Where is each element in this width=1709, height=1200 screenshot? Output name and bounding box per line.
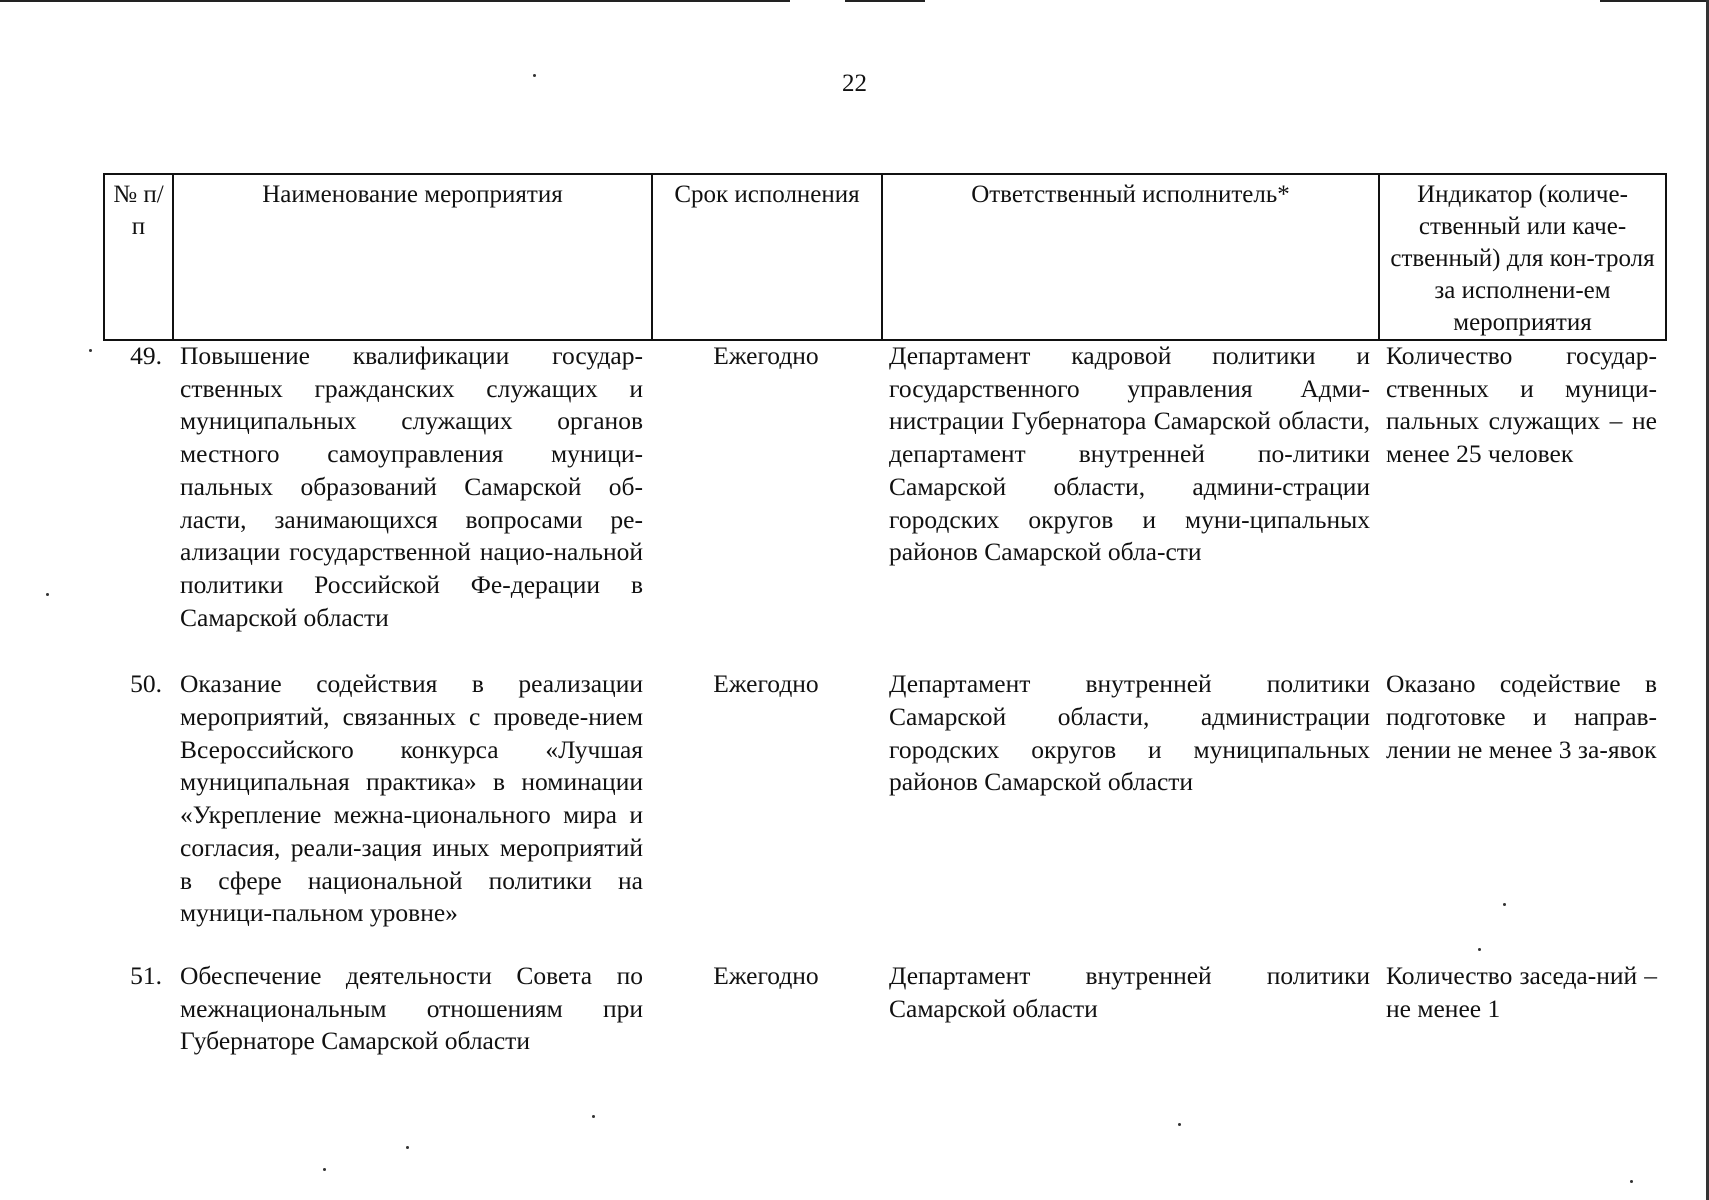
scan-speck bbox=[1178, 1123, 1181, 1126]
row-number: 49. bbox=[130, 341, 162, 370]
row-number: 51. bbox=[130, 960, 162, 990]
scan-speck bbox=[1478, 948, 1481, 951]
row-indicator: Количество государ-ственных и муници-пальных служащих – не менее 25 человек bbox=[1386, 341, 1657, 469]
row-term: Ежегодно bbox=[713, 960, 819, 990]
scan-speck bbox=[89, 349, 92, 352]
row-event-name: Оказание содействия в реализации мероприятий, связанных с проведе-нием Всероссийского конкурса «Лучшая муниципальная практика» в номинации «Укрепление межна-ционального мира и согласия, реали-зация иных мероприятий в сфере национальной политики на муници-пальном уровне» bbox=[180, 669, 643, 928]
row-executor: Департамент кадровой политики и государственного управления Адми-нистрации Губернатора Самарской области, департамент внутренней по-литики Самарской области, админи-страции городских округов и муни-ципальных районов Самарской обла-сти bbox=[889, 341, 1370, 567]
table-header-row bbox=[104, 174, 1666, 340]
row-indicator: Количество заседа-ний – не менее 1 bbox=[1386, 960, 1657, 1023]
table-header bbox=[103, 173, 1667, 341]
scan-speck bbox=[46, 593, 49, 596]
table-body bbox=[103, 340, 1665, 1058]
header-executor: Ответственный исполнитель* bbox=[882, 174, 1379, 340]
scan-speck bbox=[592, 1115, 595, 1118]
table-row bbox=[103, 340, 1665, 668]
scan-speck bbox=[533, 74, 536, 77]
row-term: Ежегодно bbox=[713, 669, 819, 699]
table-row bbox=[103, 668, 1665, 960]
scan-speck bbox=[1630, 1180, 1633, 1183]
row-executor: Департамент внутренней политики Самарской области bbox=[889, 960, 1370, 1023]
header-term: Срок исполнения bbox=[652, 174, 882, 340]
row-event-name: Обеспечение деятельности Совета по межнациональным отношениям при Губернаторе Самарской области bbox=[180, 960, 643, 1056]
scan-top-rule bbox=[845, 0, 925, 2]
header-name: Наименование мероприятия bbox=[173, 174, 652, 340]
scan-top-rule bbox=[0, 0, 790, 2]
row-event-name: Повышение квалификации государ-ственных гражданских служащих и муниципальных служащих органов местного самоуправления муници-пальных образований Самарской об-ласти, занимающихся вопросами ре-ализации государственной нацио-нальной политики Российской Фе-дерации в Самарской области bbox=[180, 341, 643, 632]
table-row bbox=[103, 960, 1665, 1058]
scan-speck bbox=[406, 1146, 409, 1149]
header-num: № п/п bbox=[104, 174, 173, 340]
row-indicator: Оказано содействие в подготовке и направ-лении не менее 3 за-явок bbox=[1386, 669, 1657, 764]
scan-top-rule bbox=[1600, 0, 1709, 2]
row-executor: Департамент внутренней политики Самарской области, администрации городских округов и муниципальных районов Самарской области bbox=[889, 669, 1370, 797]
row-number: 50. bbox=[130, 669, 162, 699]
scan-speck bbox=[1503, 903, 1506, 906]
header-indicator: Индикатор (количе-ственный или каче-ственный) для кон-троля за исполнени-ем мероприятия bbox=[1379, 174, 1666, 340]
page-number: 22 bbox=[842, 70, 867, 97]
scan-speck bbox=[323, 1168, 326, 1171]
row-term: Ежегодно bbox=[713, 341, 819, 370]
